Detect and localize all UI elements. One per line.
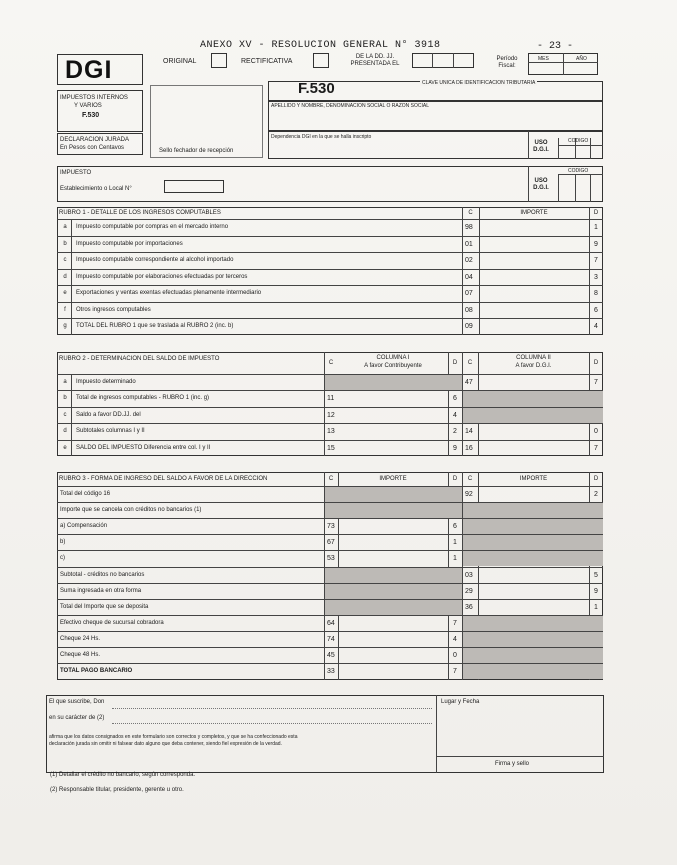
rubro1-importe-field[interactable] [479,253,589,268]
rubro3-col2-shaded [463,535,603,550]
rubro1-importe-field[interactable] [479,220,589,235]
rubro3-col2-field[interactable] [478,600,589,614]
rubro1-row-label: Impuesto computable por importaciones [76,240,183,247]
rubro1-row-code: 07 [465,290,473,297]
rubro3-row-c2: 03 [465,571,473,579]
sello-box [150,85,263,158]
rubro2-row-d1: 9 [453,444,457,452]
rubro3-col-d2: D [593,476,599,482]
rubro1-row-d: 4 [594,323,598,330]
rubro3-row-c1: 67 [327,539,335,547]
caracter-line[interactable] [112,723,432,724]
logo-box [57,54,143,85]
rubro2-row-c1: 13 [327,428,335,436]
rubro2-row-d2: 0 [594,428,598,436]
rubro3-col-importe1: IMPORTE [379,476,407,482]
rubro2-row-letter: a [63,379,67,385]
rubro2-row-c2: 16 [465,444,473,452]
cuit-label: CLAVE UNICA DE IDENTIFICACION TRIBUTARIA [422,80,536,86]
rubro3-row-c1: 45 [327,652,335,659]
rubro2-col-c2: C [467,360,473,366]
uso-dgi-label-1: USO D.G.I. [533,140,549,153]
presented-label: DE LA DD. JJ. PRESENTADA EL [350,54,400,67]
rubro1-row-label: Impuesto computable por elaboraciones efectuadas por terceros [76,273,248,280]
rubro2-col2-shaded [463,408,603,423]
rubro2-row-c1: 15 [327,444,335,452]
rubro3-row-d2: 9 [594,587,598,595]
rubro2-row-c1: 12 [327,411,335,419]
rubro1-row-letter: d [63,273,67,280]
rubro3-row-label: Suma ingresada en otra forma [60,587,142,594]
rubro3-row-c2: 92 [465,491,473,498]
rubro3-col2-field[interactable] [478,584,589,598]
rubro1-row-letter: c [63,257,67,263]
rubro2-row-d2: 7 [594,379,598,386]
rubro1-col-importe: IMPORTE [520,210,548,216]
declaracion-label: DECLARACION JURADA [60,137,130,143]
rubro3-row-d1: 6 [453,523,457,531]
rubro1-col-c: C [468,210,473,216]
rubro2-col1-field[interactable] [338,424,448,438]
rubro1-row-d: 3 [594,273,598,281]
footnote-1: (1) Detallar el crédito no bancario, según corresponda. [50,772,196,778]
rubro2-col-d1: D [452,360,458,366]
y-varios-label: Y VARIOS [74,103,102,109]
rubro3-col-importe2: IMPORTE [519,476,548,482]
rubro3-col1-shaded [325,600,462,615]
rubro1-row-code: 04 [465,273,473,281]
rubro3-col-c2: C [467,476,473,482]
rubro1-row-d: 9 [594,240,598,248]
rubro3-col2-shaded [463,519,603,534]
rubro2-col2-title: COLUMNA II [516,355,551,361]
rubro2-row-d1: 4 [453,411,457,419]
rubro3-col1-field[interactable] [338,519,448,533]
rubro3-col1-field[interactable] [338,535,448,549]
rubro3-row-d1: 7 [453,619,457,627]
rubro2-row-c1: 11 [327,395,335,403]
rubro3-col1-field[interactable] [338,632,448,646]
rubro3-col1-shaded [325,584,462,599]
rubro1-row-d: 8 [594,290,598,297]
rubro3-row-d1: 1 [453,555,457,563]
page-number: - 23 - [537,41,574,52]
rubro3-col-c1: C [328,476,334,482]
rubro3-row-label: Total del Importe que se deposita [60,603,149,610]
rubro3-row-label: Cheque 24 Hs. [60,635,101,642]
rubro3-row-d1: 4 [453,635,457,643]
rubro3-row-label: b) [60,539,66,546]
rubro1-title: RUBRO 1 - DETALLE DE LOS INGRESOS COMPUTABLES [59,210,221,216]
rubro3-col1-shaded [325,503,462,518]
rubro3-row-label: TOTAL PAGO BANCARIO [60,668,133,675]
establecimiento-label: Establecimiento o Local N° [60,186,132,192]
rubro3-row-label: Cheque 48 Hs. [60,652,101,658]
rubro2-row-d1: 6 [453,395,457,403]
suscribe-label: El que suscribe, Don [49,699,105,705]
rubro2-row-d2: 7 [594,444,598,452]
rubro1-importe-field[interactable] [479,319,589,334]
rubro2-row-letter: e [63,444,67,451]
rubro3-col2-shaded [463,551,603,566]
rubro2-row-label: SALDO DEL IMPUESTO Diferencia entre col. I y II [76,444,211,451]
rubro3-row-c2: 29 [465,587,473,595]
form-code-small: F.530 [82,112,100,119]
caracter-label: en su carácter de (2) [49,715,105,721]
rubro3-col1-shaded [325,568,462,583]
rubro1-row-code: 08 [465,306,473,314]
rubro3-col1-field[interactable] [338,616,448,630]
rubro3-title: RUBRO 3 - FORMA DE INGRESO DEL SALDO A FAVOR DE LA DIRECCION [59,476,268,482]
rubro2-col1-field[interactable] [338,441,448,455]
rectificativa-label: RECTIFICATIVA [241,58,293,65]
rubro1-importe-field[interactable] [479,237,589,252]
codigo-label-1: CODIGO [568,138,589,144]
rubro3-row-c2: 36 [465,603,473,611]
rubro3-col2-shaded [463,648,603,663]
rubro2-col-c1: C [328,360,334,366]
rubro2-row-label: Subtotales columnas I y II [76,428,145,435]
rubro2-col1-sub: A favor Contribuyente [364,363,422,369]
rubro3-col2-shaded [463,632,603,647]
rubro1-row-d: 1 [594,224,598,231]
rubro1-row-letter: e [63,290,67,296]
annex-title: ANEXO XV - RESOLUCION GENERAL N° 3918 [200,40,441,51]
rubro2-row-label: Total de ingresos computables - RUBRO 1 (inc. g) [76,395,210,402]
rubro1-row-d: 7 [594,257,598,264]
footnote-2: (2) Responsable titular, presidente, gerente u otro. [50,787,184,793]
rubro1-row-label: TOTAL DEL RUBRO 1 que se traslada al RUBRO 2 (inc. b) [76,323,234,329]
rubro3-row-d1: 1 [453,539,457,547]
form-id-box [57,90,143,132]
original-checkbox[interactable] [211,53,227,68]
dgi-logo: DGI [65,56,113,84]
dependencia-label: Dependencia DGI en la que se halla inscripto [271,134,372,140]
rubro1-row-code: 98 [465,224,473,231]
firma-sello-label: Firma y sello [495,761,530,767]
mes-label: MES [538,56,549,62]
rubro3-col-d1: D [452,476,458,482]
impuesto-label: IMPUESTO [60,170,92,176]
rubro3-col2-shaded [463,664,603,679]
rubro2-col1-title: COLUMNA I [376,355,410,361]
rubro2-col2-field[interactable] [478,424,589,438]
rubro2-row-c2: 14 [465,428,473,436]
rubro2-col1-field[interactable] [338,408,448,422]
affirm-line-2: declaración jurada sin omitir ni falsear dato alguno que deba contener, siendo fiel expresión de la verdad. [49,741,282,747]
rubro3-row-label: Subtotal - créditos no bancarios [60,571,145,578]
establecimiento-field[interactable] [164,180,224,193]
rubro3-col2-shaded [463,616,603,631]
rubro1-importe-field[interactable] [479,270,589,285]
rubro2-col2-field[interactable] [478,441,589,455]
uso-dgi-label-2: USO D.G.I. [533,178,549,191]
rubro1-col-d: D [593,210,599,216]
rubro3-col1-field[interactable] [338,551,448,565]
rubro2-col2-sub: A favor D.G.I. [515,363,552,369]
lugar-fecha-label: Lugar y Fecha [441,699,480,705]
rubro3-row-d2: 2 [594,491,598,498]
presented-date-field[interactable] [412,53,474,68]
rubro1-row-code: 01 [465,240,473,248]
rubro2-col1-shaded [325,375,462,390]
rubro3-row-d1: 7 [453,668,457,676]
form-code-big: F.530 [298,80,335,97]
rubro1-row-code: 02 [465,257,473,264]
rubro1-row-label: Impuesto computable correspondiente al alcohol importado [76,257,234,263]
sello-label: Sello fechador de recepción [159,148,234,154]
rubro3-row-label: Total del código 16 [60,491,111,497]
rectificativa-checkbox[interactable] [313,53,329,68]
periodo-label: Período Fiscal: [496,56,518,69]
rubro1-row-letter: b [63,240,67,247]
rubro3-col2-field[interactable] [478,568,589,582]
rubro1-row-d: 6 [594,306,598,314]
rubro2-col2-shaded [463,391,603,406]
rubro3-row-d2: 1 [594,603,598,611]
rubro1-row-label: Exportaciones y ventas exentas efectuadas plenamente intermediario [76,290,262,296]
rubro3-row-label: a) Compensación [60,523,108,530]
rubro1-row-code: 09 [465,323,473,330]
rubro3-col1-field[interactable] [338,664,448,678]
rubro1-importe-field[interactable] [479,303,589,318]
rubro2-row-label: Saldo a favor DD.JJ. del [76,411,141,418]
rubro1-row-label: Impuesto computable por compras en el mercado interno [76,224,229,230]
rubro2-row-letter: b [63,395,67,402]
rubro3-row-c1: 64 [327,619,335,627]
rubro3-row-c1: 73 [327,523,335,531]
rubro3-row-c1: 74 [327,635,335,643]
rubro2-row-label: Impuesto determinado [76,379,136,385]
declaracion-box [57,133,143,155]
rubro2-title: RUBRO 2 - DETERMINACION DEL SALDO DE IMPUESTO [59,356,220,362]
impuestos-internos-label: IMPUESTOS INTERNOS [60,95,128,101]
rubro3-row-d2: 5 [594,571,598,579]
name-label: APELLIDO Y NOMBRE, DENOMINACION SOCIAL O RAZON SOCIAL [271,103,429,109]
rubro1-row-letter: f [64,306,66,313]
rubro3-row-label: Importe que se cancela con créditos no bancarios (1) [60,507,202,514]
rubro3-row-d1: 0 [453,652,457,659]
rubro2-row-letter: d [63,428,67,435]
rubro1-row-label: Otros ingresos computables [76,306,151,313]
affirm-line-1: afirma que los datos consignados en este formulario son correctos y completos, y que se ha confeccionado esta [49,734,298,740]
original-label: ORIGINAL [163,58,197,65]
rubro2-col1-field[interactable] [338,391,448,405]
rubro3-col2-shaded [463,503,603,518]
rubro3-row-label: c) [60,555,65,562]
rubro2-col2-field[interactable] [478,375,589,389]
rubro3-row-c1: 53 [327,555,335,563]
impuesto-box [57,166,603,202]
rubro2-col-d2: D [593,360,599,366]
rubro1-importe-field[interactable] [479,286,589,301]
rubro3-row-label: Efectivo cheque de sucursal cobradora [60,619,164,626]
rubro3-col2-field[interactable] [478,487,589,501]
codigo-label-2: CODIGO [568,168,589,174]
anio-label: AÑO [576,56,587,62]
rubro3-col1-field[interactable] [338,648,448,662]
rubro3-col1-shaded [325,487,462,502]
rubro1-row-letter: a [63,224,67,230]
rubro2-row-d1: 2 [453,428,457,436]
rubro3-row-c1: 33 [327,668,335,676]
pesos-label: En Pesos con Centavos [60,145,125,151]
rubro1-row-letter: g [63,323,67,329]
rubro2-row-c2: 47 [465,379,473,386]
rubro2-row-letter: c [63,411,67,418]
suscribe-line[interactable] [112,708,432,709]
